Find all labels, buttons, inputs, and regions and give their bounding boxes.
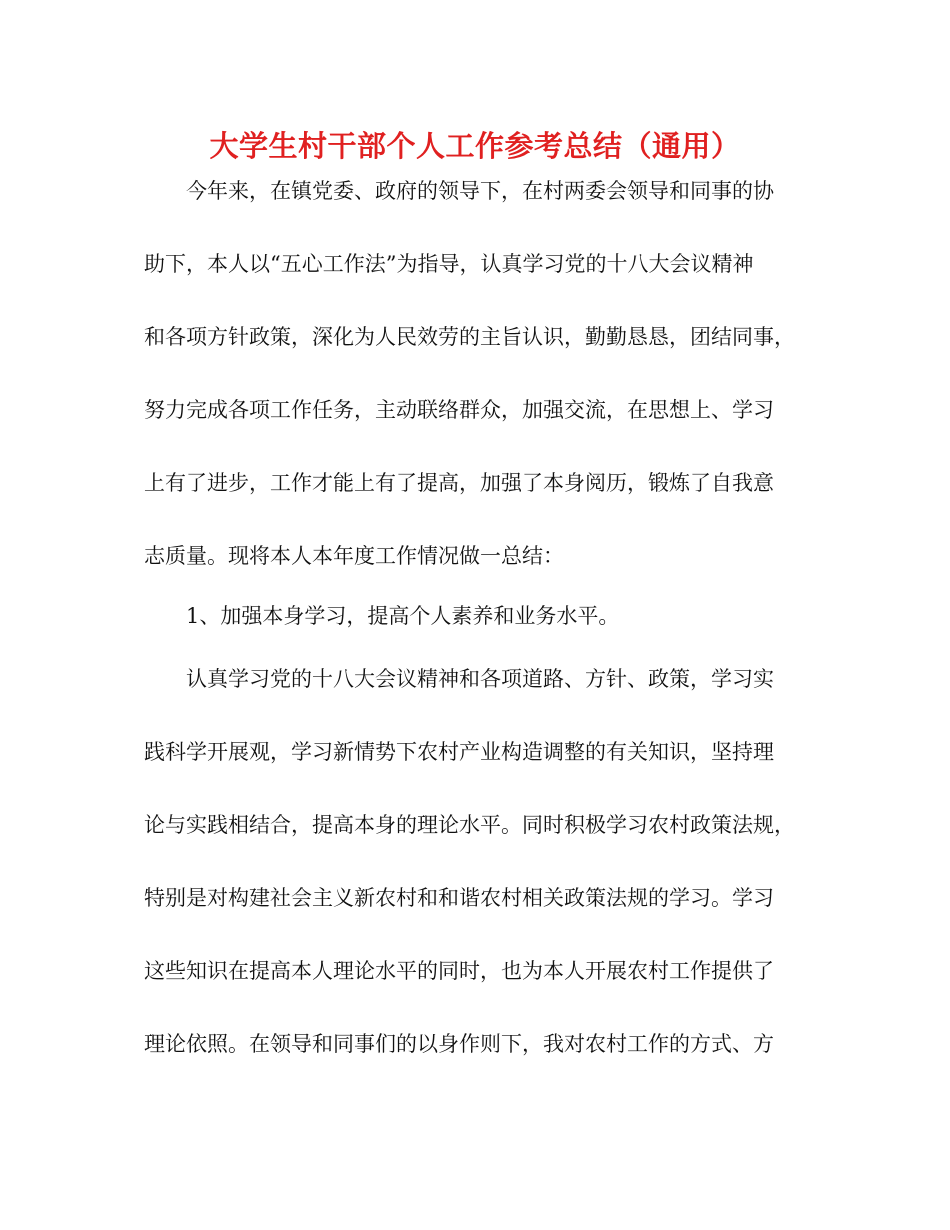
paragraph-line: 这些知识在提高本人理论水平的同时，也为本人开展农村工作提供了 [144, 959, 774, 983]
paragraph-line: 上有了进步，工作才能上有了提高，加强了本身阅历，锻炼了自我意 [144, 471, 774, 495]
paragraph-line: 志质量。现将本人本年度工作情况做一总结： [144, 544, 564, 568]
paragraph-line: 努力完成各项工作任务，主动联络群众，加强交流，在思想上、学习 [144, 398, 774, 422]
paragraph-line: 理论依照。在领导和同事们的以身作则下，我对农村工作的方式、方 [144, 1032, 774, 1056]
paragraph-line: 今年来，在镇党委、政府的领导下，在村两委会领导和同事的协 [186, 179, 774, 203]
paragraph-line: 践科学开展观，学习新情势下农村产业构造调整的有关知识，坚持理 [144, 740, 774, 764]
paragraph-line: 认真学习党的十八大会议精神和各项道路、方针、政策，学习实 [186, 667, 774, 691]
paragraph-line: 和各项方针政策，深化为人民效劳的主旨认识，勤勤恳恳，团结同事， [144, 325, 795, 349]
paragraph-line: 助下，本人以“五心工作法”为指导，认真学习党的十八大会议精神 [144, 252, 754, 276]
paragraph-line: 论与实践相结合，提高本身的理论水平。同时积极学习农村政策法规， [144, 813, 795, 837]
document-title: 大学生村干部个人工作参考总结（通用） [209, 129, 741, 163]
section-heading: 1、加强本身学习，提高个人素养和业务水平。 [186, 604, 620, 628]
paragraph-line: 特别是对构建社会主义新农村和和谐农村相关政策法规的学习。学习 [144, 886, 774, 910]
